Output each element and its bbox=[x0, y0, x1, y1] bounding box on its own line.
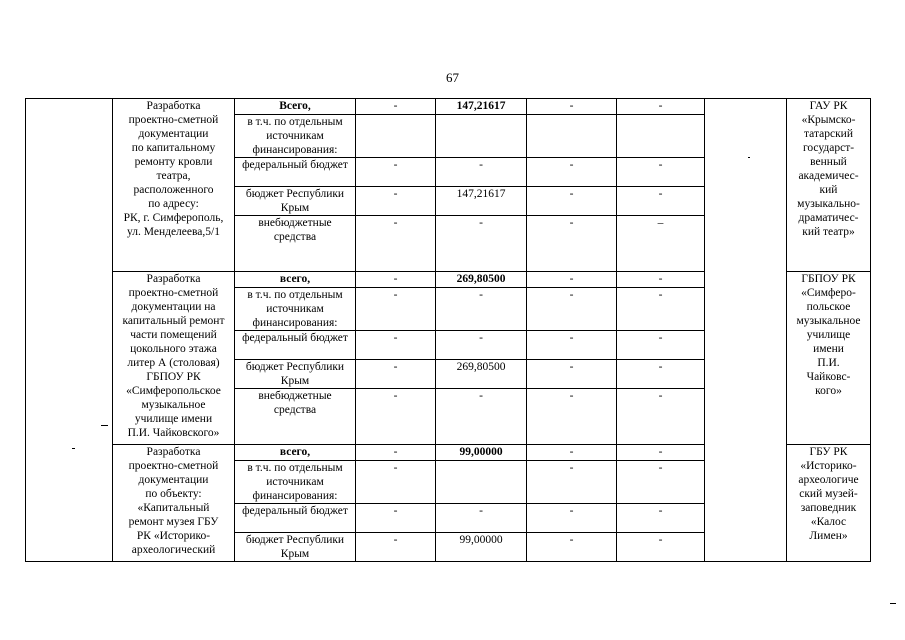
value-cell bbox=[527, 115, 617, 158]
value-cell: - bbox=[356, 216, 436, 272]
value-cell: – bbox=[617, 216, 705, 272]
margin-cell bbox=[26, 445, 113, 562]
value-cell: - bbox=[356, 331, 436, 360]
value-cell bbox=[356, 115, 436, 158]
value-cell: - bbox=[356, 360, 436, 389]
value-cell: - bbox=[356, 461, 436, 504]
table-row bbox=[26, 272, 871, 288]
value-cell: - bbox=[527, 288, 617, 331]
funding-source: в т.ч. по отдельным источникам финансирования: bbox=[235, 288, 356, 331]
amount-cell: - bbox=[436, 158, 527, 187]
value-cell: - bbox=[356, 533, 436, 562]
value-cell: - bbox=[527, 504, 617, 533]
value-cell: - bbox=[617, 389, 705, 445]
value-cell: - bbox=[527, 533, 617, 562]
executor-cell: ГБУ РК «Историко- археологиче ский музей- заповедник «Калос Лимен» bbox=[787, 445, 871, 562]
value-cell: - bbox=[356, 158, 436, 187]
amount-cell: - bbox=[436, 216, 527, 272]
funding-source: бюджет Республики Крым bbox=[235, 533, 356, 562]
value-cell: - bbox=[617, 187, 705, 216]
value-cell: - bbox=[527, 389, 617, 445]
value-cell: - bbox=[617, 331, 705, 360]
value-cell: - bbox=[527, 187, 617, 216]
value-cell: - bbox=[617, 461, 705, 504]
value-cell: - bbox=[617, 288, 705, 331]
amount-cell: 269,80500 bbox=[436, 272, 527, 288]
amount-cell: - bbox=[436, 504, 527, 533]
funding-source: внебюджетные средства bbox=[235, 389, 356, 445]
value-cell: - bbox=[527, 158, 617, 187]
value-cell: - bbox=[617, 158, 705, 187]
value-cell: - bbox=[527, 331, 617, 360]
empty-cell bbox=[705, 99, 787, 272]
page-number: 67 bbox=[446, 70, 459, 85]
value-cell: - bbox=[356, 288, 436, 331]
amount-cell: - bbox=[436, 331, 527, 360]
funding-source: бюджет Республики Крым bbox=[235, 360, 356, 389]
scan-mark bbox=[748, 157, 750, 158]
funding-source: федеральный бюджет bbox=[235, 331, 356, 360]
value-cell: - bbox=[617, 99, 705, 115]
value-cell: - bbox=[356, 445, 436, 461]
funding-source: Всего, bbox=[235, 99, 356, 115]
funding-source: всего, bbox=[235, 445, 356, 461]
value-cell: - bbox=[356, 272, 436, 288]
empty-cell bbox=[705, 272, 787, 445]
amount-cell: 147,21617 bbox=[436, 187, 527, 216]
empty-cell bbox=[705, 445, 787, 562]
funding-source: всего, bbox=[235, 272, 356, 288]
table-row bbox=[26, 445, 871, 461]
funding-source: в т.ч. по отдельным источникам финансирования: bbox=[235, 115, 356, 158]
amount-cell: - bbox=[436, 288, 527, 331]
value-cell bbox=[617, 115, 705, 158]
value-cell: - bbox=[356, 187, 436, 216]
amount-cell bbox=[436, 115, 527, 158]
value-cell: - bbox=[617, 504, 705, 533]
project-description: Разработка проектно-сметной документации по капитальному ремонту кровли театра, расположенного по адресу: РК, г. Симферополь, ул. Менделеева,5/1 bbox=[113, 99, 235, 272]
funding-source: бюджет Республики Крым bbox=[235, 187, 356, 216]
value-cell: - bbox=[356, 504, 436, 533]
amount-cell: - bbox=[436, 389, 527, 445]
value-cell: - bbox=[527, 360, 617, 389]
value-cell: - bbox=[356, 99, 436, 115]
executor-cell: ГБПОУ РК «Симферо- польское музыкальное училище имени П.И. Чайковс- кого» bbox=[787, 272, 871, 445]
table-row bbox=[26, 99, 871, 115]
amount-cell: 147,21617 bbox=[436, 99, 527, 115]
value-cell: - bbox=[617, 360, 705, 389]
amount-cell: 99,00000 bbox=[436, 445, 527, 461]
value-cell: - bbox=[527, 272, 617, 288]
funding-source: внебюджетные средства bbox=[235, 216, 356, 272]
scan-mark bbox=[101, 425, 108, 426]
funding-source: в т.ч. по отдельным источникам финансирования: bbox=[235, 461, 356, 504]
funding-source: федеральный бюджет bbox=[235, 158, 356, 187]
value-cell: - bbox=[527, 216, 617, 272]
amount-cell: 99,00000 bbox=[436, 533, 527, 562]
value-cell: - bbox=[527, 461, 617, 504]
value-cell: - bbox=[617, 445, 705, 461]
value-cell: - bbox=[527, 445, 617, 461]
project-description: Разработка проектно-сметной документации по объекту: «Капитальный ремонт музея ГБУ РК «Историко- археологический bbox=[113, 445, 235, 562]
value-cell: - bbox=[617, 272, 705, 288]
funding-source: федеральный бюджет bbox=[235, 504, 356, 533]
scan-mark bbox=[72, 448, 75, 449]
budget-table bbox=[25, 98, 871, 562]
executor-cell: ГАУ РК «Крымско- татарский государст- венный академичес- кий музыкально- драматичес- кий театр» bbox=[787, 99, 871, 272]
margin-cell bbox=[26, 99, 113, 272]
value-cell: - bbox=[527, 99, 617, 115]
margin-cell bbox=[26, 272, 113, 445]
project-description: Разработка проектно-сметной документации на капитальный ремонт части помещений цокольного этажа литер А (столовая) ГБПОУ РК «Симферопольское музыкальное училище имени П.И. Чайковского» bbox=[113, 272, 235, 445]
value-cell: - bbox=[617, 533, 705, 562]
amount-cell bbox=[436, 461, 527, 504]
amount-cell: 269,80500 bbox=[436, 360, 527, 389]
scan-mark bbox=[890, 603, 896, 604]
value-cell: - bbox=[356, 389, 436, 445]
